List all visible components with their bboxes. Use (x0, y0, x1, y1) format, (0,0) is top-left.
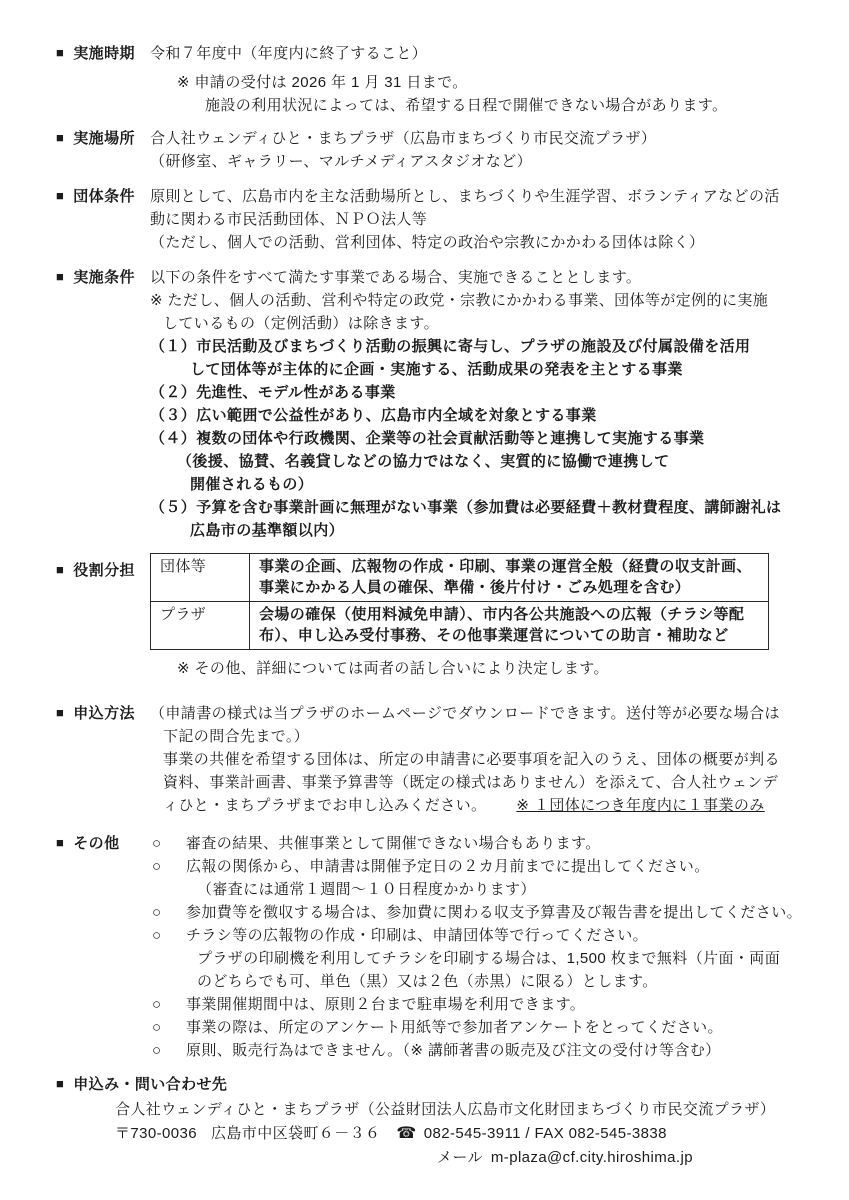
line-text: （後援、協賛、名義貸しなどの協力ではなく、実質的に協働で連携して (177, 453, 670, 470)
section-title: 実施時期 (73, 45, 135, 62)
line-text: （研修室、ギャラリー、マルチメディアスタジオなど） (150, 153, 533, 170)
square-bullet-icon: ■ (56, 188, 65, 203)
line-text: しているもの（定例活動）は除きます。 (163, 315, 440, 332)
line-text: 施設の利用状況によっては、希望する日程で開催できない場合があります。 (205, 97, 728, 114)
text-line (150, 450, 809, 473)
line-text: 事業の共催を希望する団体は、所定の申請書に必要事項を記入のうえ、団体の概要が判る (163, 751, 780, 768)
phone-fax-numbers: 082-545-3911 / FAX 082-545-3838 (423, 1125, 667, 1142)
section-contact (56, 1073, 809, 1170)
bullet-line (150, 993, 809, 1016)
line-text: （５）予算を含む事業計画に無理がない事業（参加費は必要経費＋教材費程度、講師謝礼は (150, 499, 782, 516)
line-text: 令和７年度中（年度内に終了すること） (150, 45, 428, 62)
square-bullet-icon: ■ (56, 835, 65, 850)
line-text: のどちらでも可、単色（黒）又は２色（赤黒）に限る）とします。 (197, 973, 658, 990)
section-label (56, 127, 135, 150)
bullet-line (150, 855, 809, 878)
circle-bullet-icon: ○ (152, 996, 162, 1013)
line-text: 広報の関係から、申請書は開催予定日の２カ月前までに提出してください。 (186, 858, 710, 875)
table-footnote: ※ その他、詳細については両者の話し合いにより決定します。 (177, 660, 609, 677)
section-label (56, 42, 135, 65)
role-assignment-table (150, 553, 769, 650)
section-other-notes (56, 832, 809, 1062)
line-text: 原則として、広島市内を主な活動場所とし、まちづくりや生涯学習、ボランティアなどの活 (150, 188, 780, 205)
section-group-conditions (56, 185, 809, 254)
table-row (151, 602, 769, 650)
contact-details (56, 1098, 809, 1170)
line-text: （２）先進性、モデル性がある事業 (150, 384, 396, 401)
text-line (150, 427, 809, 450)
text-line (150, 496, 809, 519)
underlined-note: ※ １団体につき年度内に１事業のみ (516, 797, 765, 814)
square-bullet-icon: ■ (56, 1076, 65, 1091)
text-line (150, 289, 809, 312)
square-bullet-icon: ■ (56, 562, 65, 577)
section-role-assignment (56, 553, 809, 680)
section-implementation-period (56, 42, 809, 117)
line-text: 下記の問合先まで。） (163, 728, 310, 745)
line-text: ィひと・まちプラザまでお申し込みください。 (163, 797, 487, 814)
section-title: 役割分担 (73, 562, 135, 579)
text-line (150, 794, 809, 817)
line-text: ※ 申請の受付は 2026 年 1 月 31 日まで。 (177, 74, 468, 91)
contact-organization: 合人社ウェンディひと・まちプラザ（公益財団法人広島市文化財団まちづくり市民交流プラザ） (115, 1101, 776, 1118)
text-line (150, 878, 809, 901)
line-text: 以下の条件をすべて満たす事業である場合、実施できることとします。 (150, 269, 642, 286)
section-title: 実施場所 (73, 130, 135, 147)
line-text: 動に関わる市民活動団体、ＮＰＯ法人等 (150, 211, 428, 228)
circle-bullet-icon: ○ (152, 927, 162, 944)
circle-bullet-icon: ○ (152, 858, 162, 875)
line-text: 参加費等を徴収する場合は、参加費に関わる収支予算書及び報告書を提出してください。 (186, 904, 803, 921)
line-text: チラシ等の広報物の作成・印刷は、申請団体等で行ってください。 (186, 927, 649, 944)
section-label (56, 266, 135, 289)
line-text: 開催されるもの） (190, 476, 314, 493)
bullet-line (150, 901, 809, 924)
line-text: （１）市民活動及びまちづくり活動の振興に寄与し、プラザの施設及び付属設備を活用 (150, 338, 751, 355)
phone-icon: ☎ (396, 1125, 417, 1142)
circle-bullet-icon: ○ (152, 904, 162, 921)
line-text: （審査には通常１週間～１０日程度かかります） (197, 881, 536, 898)
line-text: 事業の際は、所定のアンケート用紙等で参加者アンケートをとってください。 (186, 1019, 723, 1036)
text-line (150, 94, 809, 117)
text-line (150, 150, 809, 173)
square-bullet-icon: ■ (56, 269, 65, 284)
role-desc-cell: 事業の企画、広報物の作成・印刷、事業の運営全般（経費の収支計画、事業にかかる人員の確保、準備・後片付け・ごみ処理を含む） (250, 554, 769, 602)
role-name-cell: プラザ (151, 602, 250, 650)
text-line (150, 312, 809, 335)
square-bullet-icon: ■ (56, 45, 65, 60)
text-line (150, 42, 809, 65)
text-line (150, 127, 809, 150)
email-address: m-plaza@cf.city.hiroshima.jp (490, 1149, 693, 1166)
section-title: 申込み・問い合わせ先 (73, 1076, 228, 1093)
text-line (150, 702, 809, 725)
text-line (150, 381, 809, 404)
circle-bullet-icon: ○ (152, 1042, 162, 1059)
text-line (150, 404, 809, 427)
line-text: （３）広い範囲で公益性があり、広島市内全域を対象とする事業 (150, 407, 597, 424)
section-venue (56, 127, 809, 173)
section-content (150, 266, 809, 542)
bullet-line (150, 1039, 809, 1062)
postal-code: 〒730-0036 (115, 1125, 197, 1142)
text-line (150, 771, 809, 794)
section-content (150, 127, 809, 173)
text-line (150, 71, 809, 94)
email-label: メール (437, 1149, 483, 1166)
role-desc-cell: 会場の確保（使用料減免申請）、市内各公共施設への広報（チラシ等配布）、申し込み受付事務、その他事業運営についての助言・補助など (250, 602, 769, 650)
section-content (150, 185, 809, 254)
text-line (150, 231, 809, 254)
text-line (150, 185, 809, 208)
line-text: （申請書の様式は当プラザのホームページでダウンロードできます。送付等が必要な場合は (150, 705, 780, 722)
text-line (150, 947, 809, 970)
section-label (56, 702, 135, 725)
text-line (150, 208, 809, 231)
contact-address-line (115, 1122, 809, 1146)
section-title: その他 (73, 835, 120, 852)
text-line (150, 519, 809, 542)
section-label (56, 185, 135, 208)
line-text: （ただし、個人での活動、営利団体、特定の政治や宗教にかかわる団体は除く） (150, 234, 705, 251)
line-text: 合人社ウェンディひと・まちプラザ（広島市まちづくり市民交流プラザ） (150, 130, 657, 147)
text-line (150, 970, 809, 993)
line-text: 審査の結果、共催事業として開催できない場合もあります。 (186, 835, 601, 852)
section-content (150, 553, 809, 680)
section-content (150, 702, 809, 817)
section-title: 実施条件 (73, 269, 135, 286)
section-title: 団体条件 (73, 188, 135, 205)
role-name-cell: 団体等 (151, 554, 250, 602)
bullet-line (150, 1016, 809, 1039)
text-line (150, 335, 809, 358)
section-label (56, 1073, 809, 1096)
text-line (150, 748, 809, 771)
text-line (150, 266, 809, 289)
section-label (56, 832, 119, 855)
table-row (151, 554, 769, 602)
section-implementation-conditions (56, 266, 809, 542)
line-text: して団体等が主体的に企画・実施する、活動成果の発表を主とする事業 (190, 361, 683, 378)
street-address: 広島市中区袋町６－３６ (211, 1125, 381, 1142)
line-text: プラザの印刷機を利用してチラシを印刷する場合は、1,500 枚まで無料（片面・両面 (197, 950, 781, 967)
text-line (150, 473, 809, 496)
section-title: 申込方法 (73, 705, 135, 722)
square-bullet-icon: ■ (56, 130, 65, 145)
line-text: 広島市の基準額以内） (190, 522, 345, 539)
line-text: 原則、販売行為はできません。（※ 講師著書の販売及び注文の受付け等含む） (186, 1042, 721, 1059)
text-line (150, 358, 809, 381)
bullet-line (150, 924, 809, 947)
line-text: （４）複数の団体や行政機関、企業等の社会貢献活動等と連携して実施する事業 (150, 430, 705, 447)
section-application-method (56, 702, 809, 817)
line-text: 事業開催期間中は、原則２台まで駐車場を利用できます。 (186, 996, 586, 1013)
section-label (56, 559, 135, 582)
circle-bullet-icon: ○ (152, 1019, 162, 1036)
bullet-line (150, 832, 809, 855)
section-content (150, 832, 809, 1062)
contact-email-line (115, 1146, 809, 1170)
section-content (150, 42, 809, 117)
circle-bullet-icon: ○ (152, 835, 162, 852)
line-text: ※ ただし、個人の活動、営利や特定の政党・宗教にかかわる事業、団体等が定例的に実施 (150, 292, 769, 309)
text-line (150, 725, 809, 748)
line-text: 資料、事業計画書、事業予算書等（既定の様式はありません）を添えて、合人社ウェンデ (163, 774, 779, 791)
square-bullet-icon: ■ (56, 705, 65, 720)
